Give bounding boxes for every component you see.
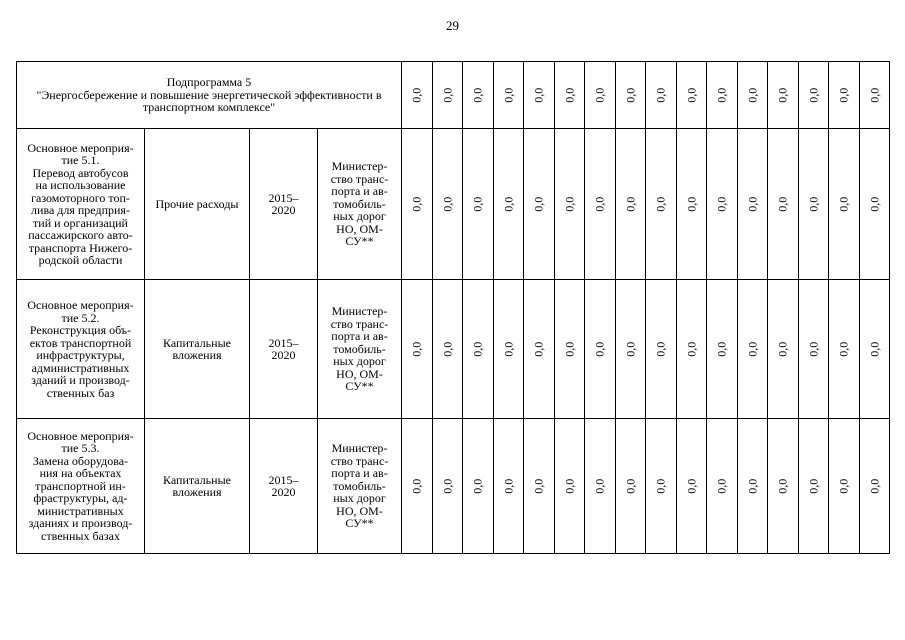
executor: Министер- ство транс- порта и ав- томобиль- ных дорог НО, ОМ- СУ** bbox=[318, 129, 402, 280]
value-cell: 0,0 bbox=[585, 419, 616, 554]
value-cell: 0,0 bbox=[585, 62, 616, 129]
expense-type: Капитальные вложения bbox=[145, 280, 250, 419]
value-cell: 0,0 bbox=[554, 129, 585, 280]
value-cell: 0,0 bbox=[554, 62, 585, 129]
value-cell: 0,0 bbox=[585, 280, 616, 419]
value-cell: 0,0 bbox=[646, 280, 677, 419]
value-cell: 0,0 bbox=[859, 419, 890, 554]
value-cell: 0,0 bbox=[737, 419, 768, 554]
value-cell: 0,0 bbox=[737, 129, 768, 280]
value-cell: 0,0 bbox=[859, 280, 890, 419]
subprogram-row bbox=[17, 62, 890, 129]
value-cell: 0,0 bbox=[402, 280, 433, 419]
value-cell: 0,0 bbox=[646, 62, 677, 129]
table-row bbox=[17, 419, 890, 554]
measure-name: Основное мероприя- тие 5.1. Перевод автобусов на использование газомоторного топ- лива для предприя- тий и организаций пассажирского авто- транспорта Нижего- родской области bbox=[17, 129, 145, 280]
subprogram-title-line1: Подпрограмма 5 bbox=[166, 75, 252, 90]
value-cell: 0,0 bbox=[707, 129, 738, 280]
value-cell: 0,0 bbox=[676, 62, 707, 129]
period-years: 2015– 2020 bbox=[250, 129, 318, 280]
value-cell: 0,0 bbox=[798, 62, 829, 129]
value-cell: 0,0 bbox=[829, 62, 860, 129]
value-cell: 0,0 bbox=[829, 280, 860, 419]
value-cell: 0,0 bbox=[463, 419, 494, 554]
table-row bbox=[17, 129, 890, 280]
value-cell: 0,0 bbox=[768, 280, 799, 419]
table-row bbox=[17, 280, 890, 419]
value-cell: 0,0 bbox=[707, 62, 738, 129]
value-cell: 0,0 bbox=[432, 419, 463, 554]
value-cell: 0,0 bbox=[737, 280, 768, 419]
executor: Министер- ство транс- порта и ав- томобиль- ных дорог НО, ОМ- СУ** bbox=[318, 280, 402, 419]
budget-table bbox=[16, 61, 890, 554]
value-cell: 0,0 bbox=[768, 129, 799, 280]
value-cell: 0,0 bbox=[524, 280, 555, 419]
value-cell: 0,0 bbox=[402, 62, 433, 129]
value-cell: 0,0 bbox=[402, 129, 433, 280]
value-cell: 0,0 bbox=[707, 280, 738, 419]
expense-type: Капитальные вложения bbox=[145, 419, 250, 554]
value-cell: 0,0 bbox=[585, 129, 616, 280]
value-cell: 0,0 bbox=[402, 419, 433, 554]
value-cell: 0,0 bbox=[524, 129, 555, 280]
value-cell: 0,0 bbox=[646, 419, 677, 554]
value-cell: 0,0 bbox=[493, 129, 524, 280]
value-cell: 0,0 bbox=[432, 129, 463, 280]
subprogram-title bbox=[17, 62, 402, 129]
value-cell: 0,0 bbox=[859, 129, 890, 280]
page-number: 29 bbox=[446, 18, 459, 33]
value-cell: 0,0 bbox=[707, 419, 738, 554]
value-cell: 0,0 bbox=[829, 129, 860, 280]
value-cell: 0,0 bbox=[798, 129, 829, 280]
value-cell: 0,0 bbox=[493, 419, 524, 554]
value-cell: 0,0 bbox=[524, 419, 555, 554]
value-cell: 0,0 bbox=[463, 62, 494, 129]
measure-name: Основное мероприя- тие 5.2. Реконструкция объ- ектов транспортной инфраструктуры, административных зданий и производ- ственных баз bbox=[17, 280, 145, 419]
expense-type: Прочие расходы bbox=[145, 129, 250, 280]
value-cell: 0,0 bbox=[768, 62, 799, 129]
value-cell: 0,0 bbox=[615, 280, 646, 419]
executor: Министер- ство транс- порта и ав- томобиль- ных дорог НО, ОМ- СУ** bbox=[318, 419, 402, 554]
value-cell: 0,0 bbox=[798, 419, 829, 554]
measure-name: Основное мероприя- тие 5.3. Замена оборудова- ния на объектах транспортной ин- фраструктуры, ад- министративных зданиях и производ- ственных базах bbox=[17, 419, 145, 554]
value-cell: 0,0 bbox=[493, 62, 524, 129]
value-cell: 0,0 bbox=[615, 419, 646, 554]
value-cell: 0,0 bbox=[615, 62, 646, 129]
value-cell: 0,0 bbox=[829, 419, 860, 554]
value-cell: 0,0 bbox=[554, 419, 585, 554]
value-cell: 0,0 bbox=[463, 280, 494, 419]
value-cell: 0,0 bbox=[676, 129, 707, 280]
value-cell: 0,0 bbox=[463, 129, 494, 280]
value-cell: 0,0 bbox=[432, 280, 463, 419]
value-cell: 0,0 bbox=[676, 419, 707, 554]
period-years: 2015– 2020 bbox=[250, 280, 318, 419]
period-years: 2015– 2020 bbox=[250, 419, 318, 554]
value-cell: 0,0 bbox=[798, 280, 829, 419]
subprogram-title-line2: "Энергосбережение и повышение энергетической эффективности в bbox=[36, 87, 382, 102]
subprogram-title-line3: транспортном комплексе" bbox=[142, 100, 276, 115]
value-cell: 0,0 bbox=[615, 129, 646, 280]
value-cell: 0,0 bbox=[554, 280, 585, 419]
value-cell: 0,0 bbox=[524, 62, 555, 129]
value-cell: 0,0 bbox=[737, 62, 768, 129]
value-cell: 0,0 bbox=[768, 419, 799, 554]
value-cell: 0,0 bbox=[493, 280, 524, 419]
value-cell: 0,0 bbox=[646, 129, 677, 280]
value-cell: 0,0 bbox=[676, 280, 707, 419]
value-cell: 0,0 bbox=[432, 62, 463, 129]
value-cell: 0,0 bbox=[859, 62, 890, 129]
